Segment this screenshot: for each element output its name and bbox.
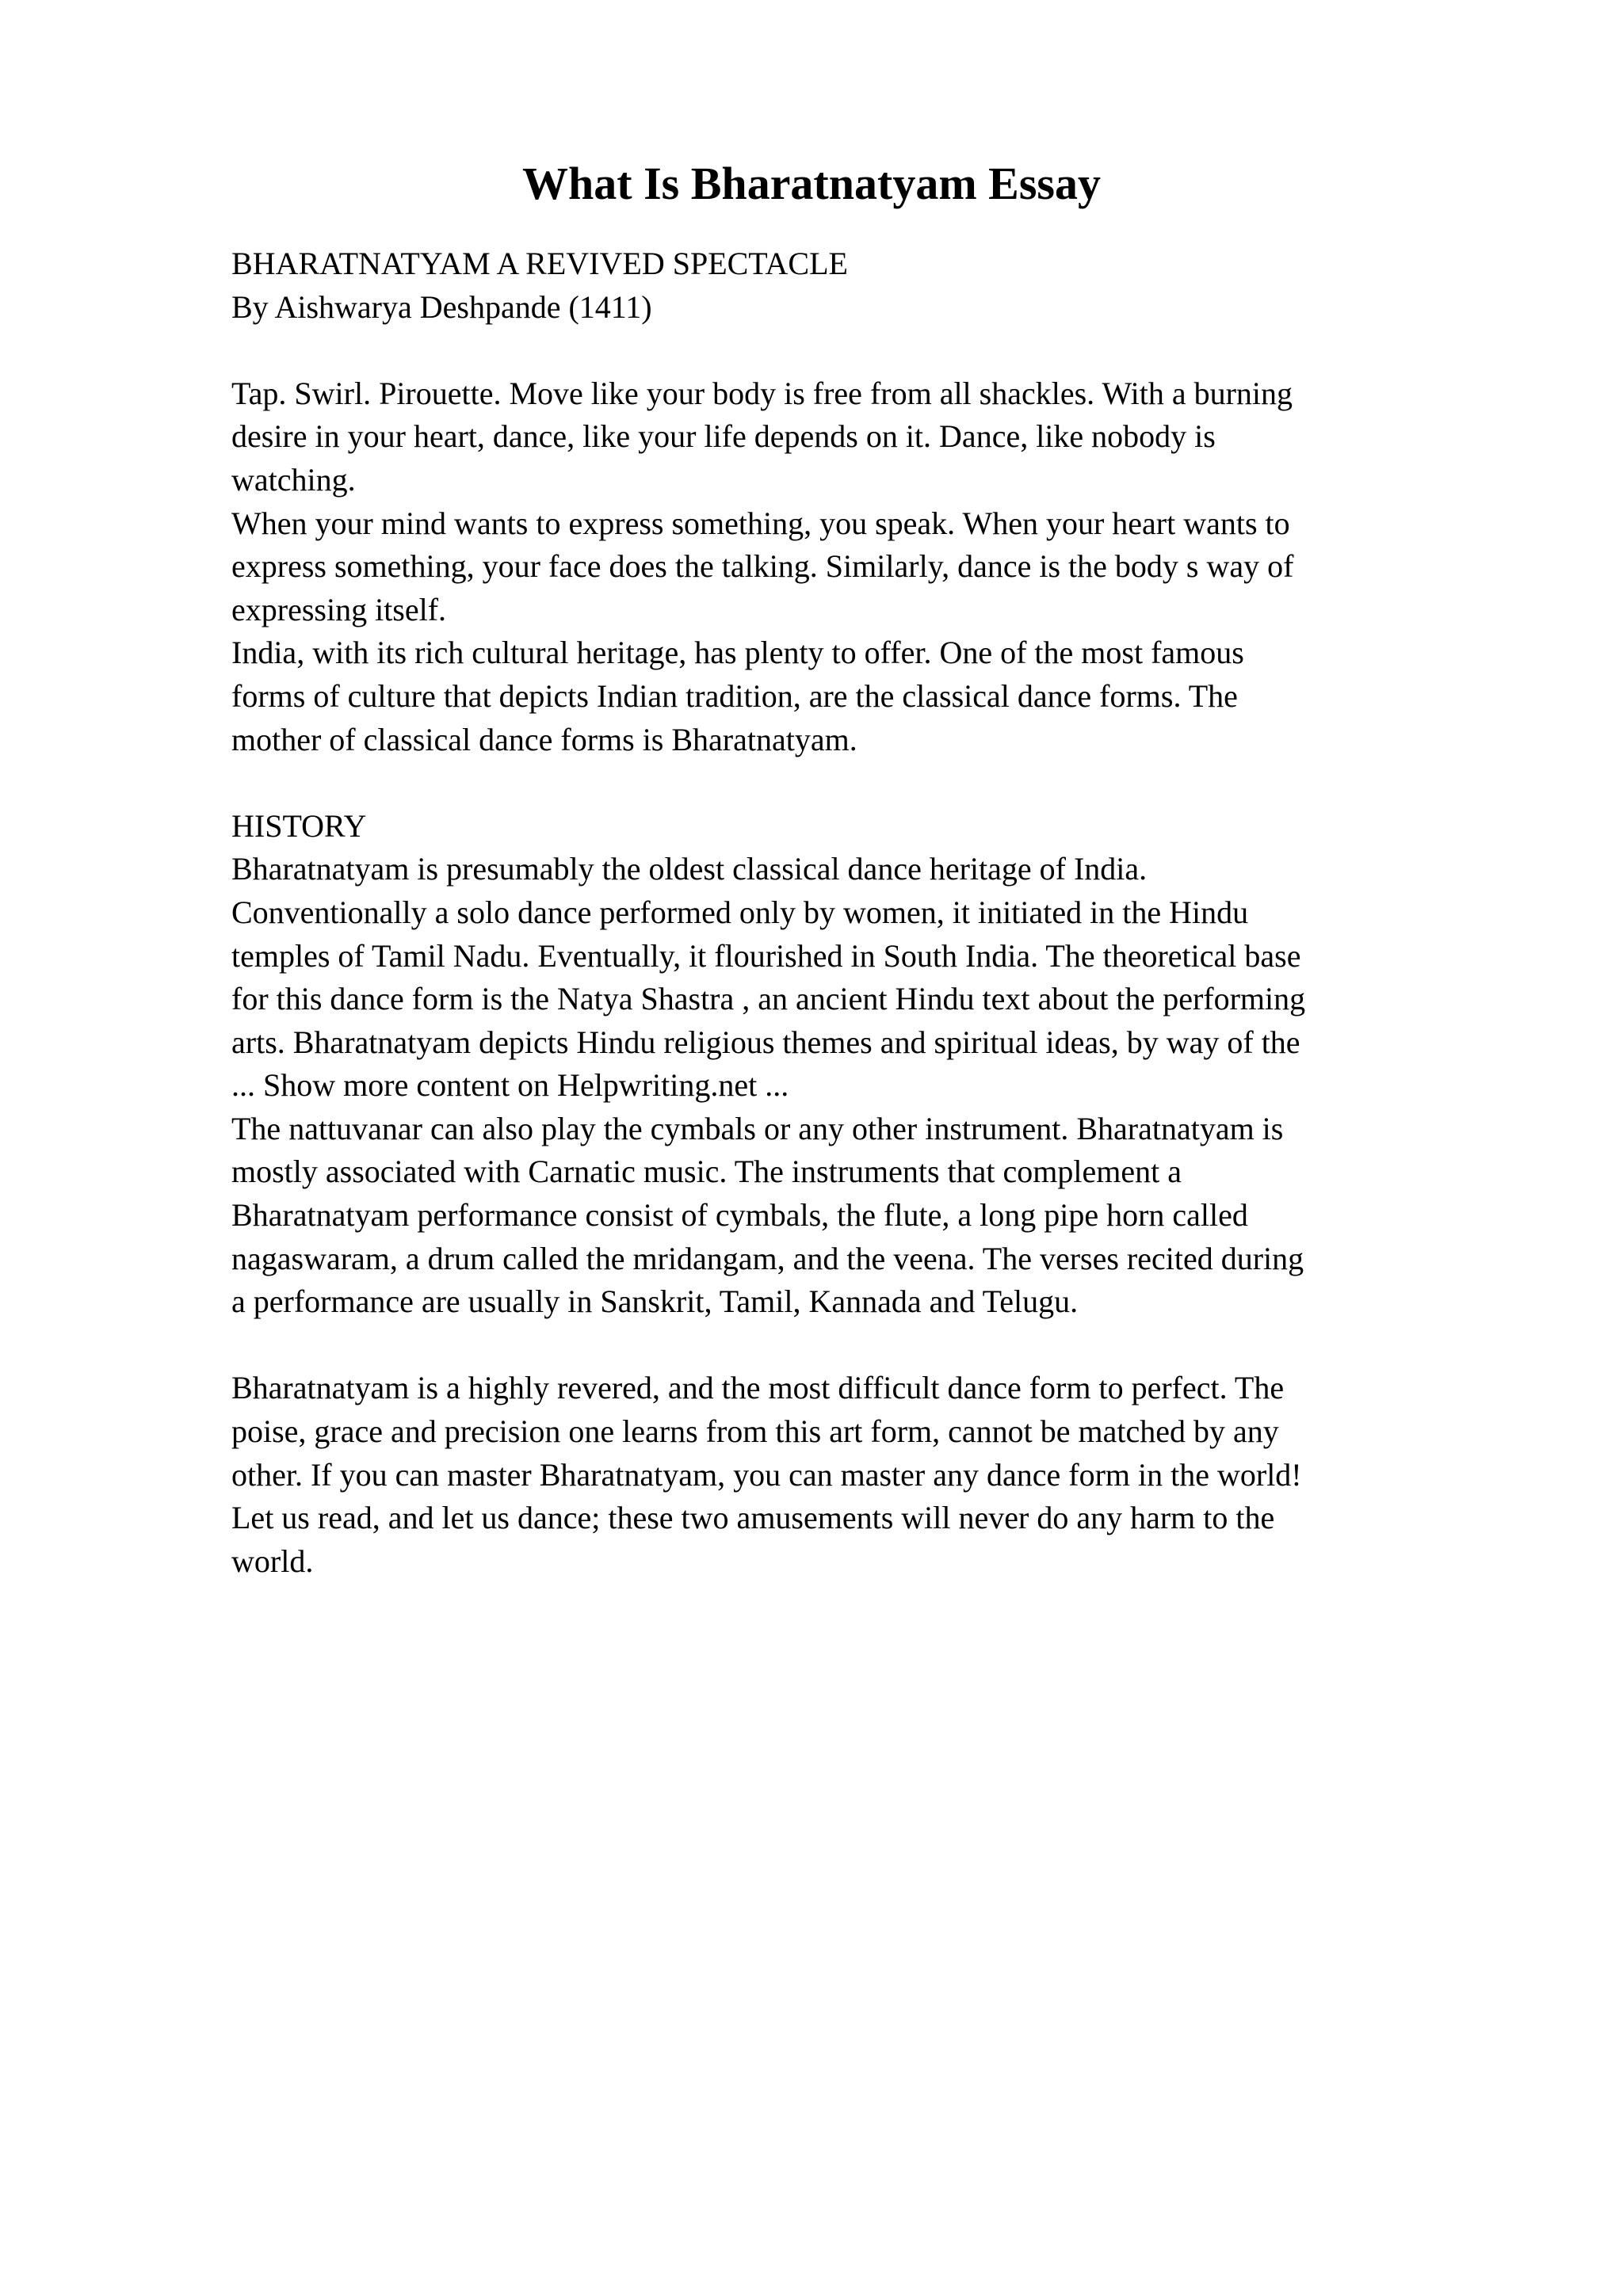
paragraph-line: Conventionally a solo dance performed only by women, it initiated in the Hindu	[231, 894, 1249, 930]
paragraph-gap	[231, 329, 1499, 372]
paragraph-gap	[231, 1324, 1499, 1367]
paragraph-instruments	[231, 1108, 1499, 1324]
paragraph-line: poise, grace and precision one learns from this art form, cannot be matched by any	[231, 1413, 1279, 1450]
paragraph-gap	[231, 761, 1499, 805]
paragraph-line: arts. Bharatnatyam depicts Hindu religious themes and spiritual ideas, by way of the	[231, 1024, 1300, 1060]
paragraph-intro	[231, 372, 1499, 502]
paragraph-line: for this dance form is the Natya Shastra , an ancient Hindu text about the performing	[231, 981, 1306, 1017]
paragraph-line: mostly associated with Carnatic music. The instruments that complement a	[231, 1154, 1182, 1190]
paragraph-line: The nattuvanar can also play the cymbals or any other instrument. Bharatnatyam is	[231, 1110, 1284, 1146]
paragraph-line: When your mind wants to express something, you speak. When your heart wants to	[231, 505, 1290, 541]
paragraph-line: other. If you can master Bharatnatyam, you can master any dance form in the world!	[231, 1456, 1302, 1493]
paragraph-line: watching.	[231, 461, 356, 498]
paragraph-line: nagaswaram, a drum called the mridangam, and the veena. The verses recited during	[231, 1240, 1304, 1276]
paragraph-line: express something, your face does the talking. Similarly, dance is the body s way of	[231, 548, 1294, 585]
essay-heading: BHARATNATYAM A REVIVED SPECTACLE	[231, 246, 848, 281]
paragraph-line: expressing itself.	[231, 591, 447, 627]
paragraph-history	[231, 848, 1499, 1064]
paragraph-line: world.	[231, 1543, 314, 1579]
paragraph-conclusion	[231, 1367, 1499, 1583]
paragraph-line: a performance are usually in Sanskrit, Tamil, Kannada and Telugu.	[231, 1283, 1079, 1320]
show-more-text: ... Show more content on Helpwriting.net ...	[231, 1067, 789, 1104]
paragraph-line: India, with its rich cultural heritage, has plenty to offer. One of the most famous	[231, 635, 1244, 671]
paragraph-line: mother of classical dance forms is Bharatnatyam.	[231, 721, 857, 757]
paragraph-line: forms of culture that depicts Indian tradition, are the classical dance forms. The	[231, 677, 1238, 714]
document-title: What Is Bharatnatyam Essay	[522, 158, 1101, 209]
paragraph-india	[231, 631, 1499, 761]
paragraph-line: Tap. Swirl. Pirouette. Move like your body is free from all shackles. With a burning	[231, 375, 1293, 411]
paragraph-line: desire in your heart, dance, like your life depends on it. Dance, like nobody is	[231, 418, 1216, 455]
paragraph-line: Bharatnatyam is presumably the oldest classical dance heritage of India.	[231, 851, 1148, 887]
paragraph-line: Bharatnatyam is a highly revered, and the most difficult dance form to perfect. The	[231, 1370, 1285, 1406]
history-heading: HISTORY	[231, 807, 367, 844]
paragraph-expression	[231, 502, 1499, 632]
paragraph-line: Let us read, and let us dance; these two amusements will never do any harm to the	[231, 1500, 1275, 1536]
paragraph-line: temples of Tamil Nadu. Eventually, it flourished in South India. The theoretical base	[231, 937, 1301, 974]
document-body	[231, 242, 1499, 1583]
byline: By Aishwarya Deshpande (1411)	[231, 288, 652, 325]
paragraph-line: Bharatnatyam performance consist of cymbals, the flute, a long pipe horn called	[231, 1197, 1248, 1234]
